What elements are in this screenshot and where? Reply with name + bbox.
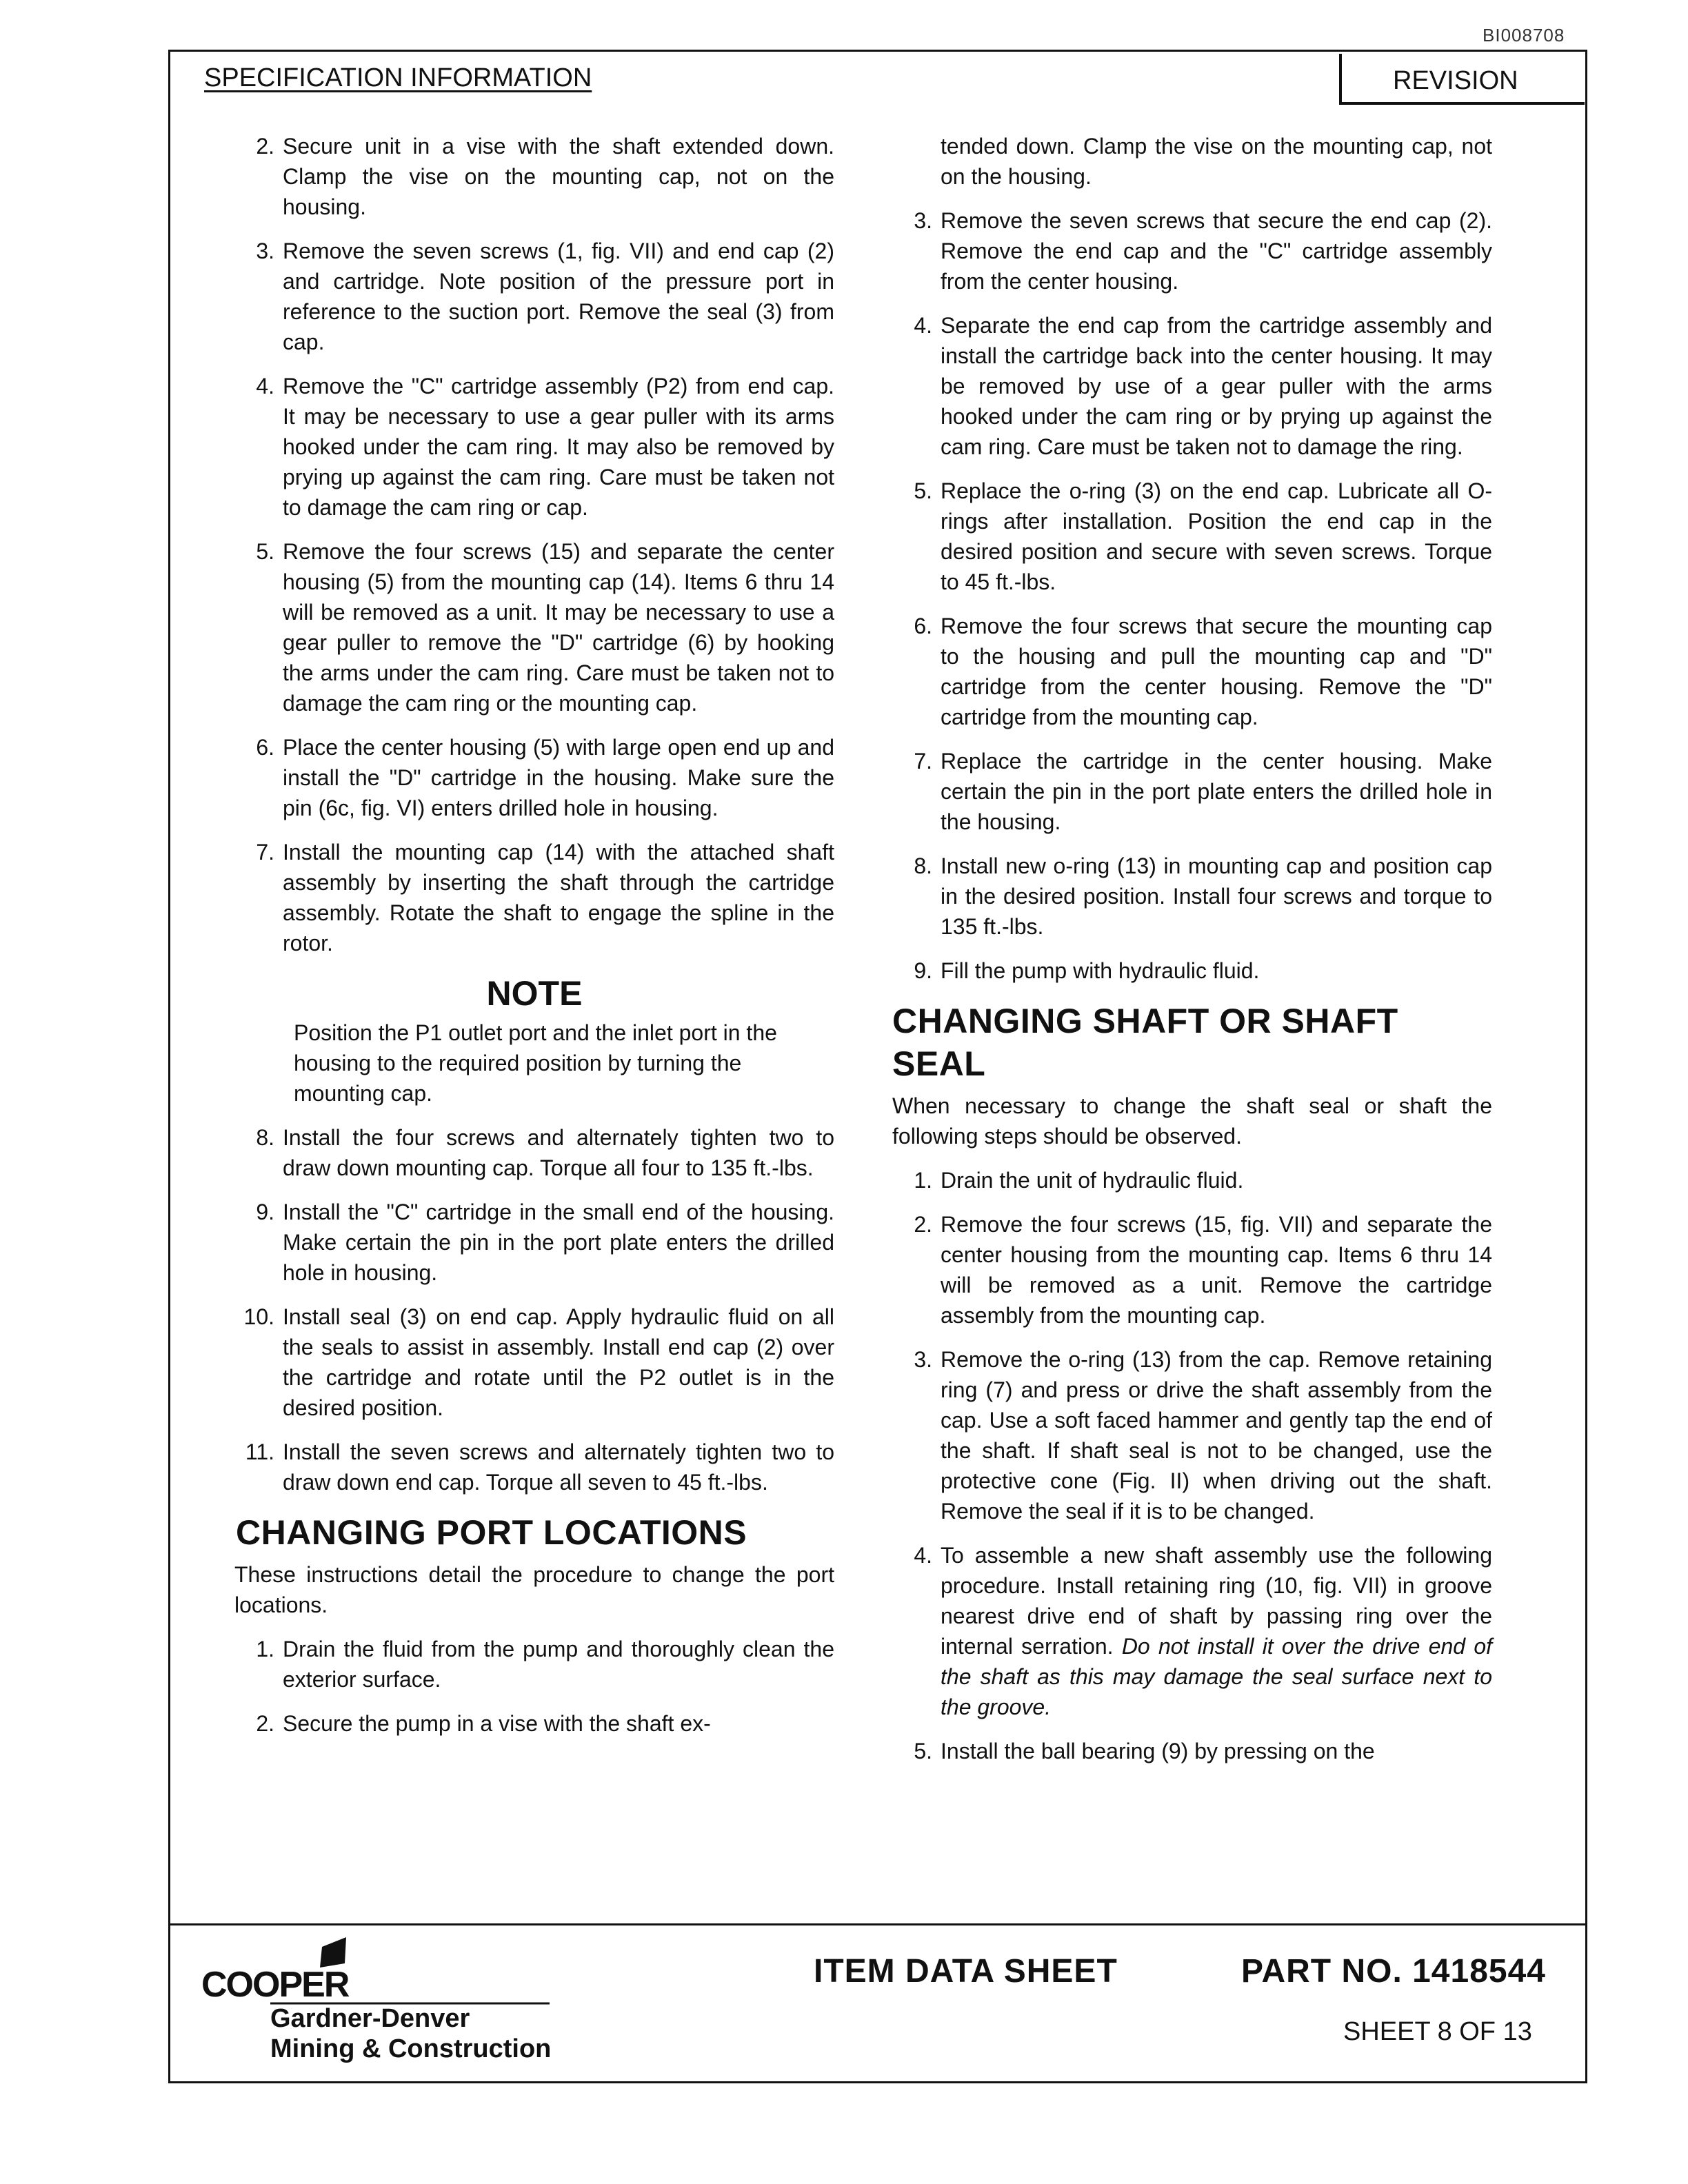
company-name	[270, 2003, 551, 2064]
step-text: Install the ball bearing (9) by pressing on the	[941, 1739, 1375, 1763]
step-text: Remove the seven screws that secure the end cap (2). Remove the end cap and the "C" cartridge assembly from the center housing.	[941, 208, 1492, 294]
step-text: Replace the cartridge in the center housing. Make certain the pin in the port plate enters the drilled hole in the housing.	[941, 749, 1492, 834]
step-text: To assemble a new shaft assembly use the following procedure. Install retaining ring (10, fig. VII) in groove nearest drive end of shaft by passing ring over the internal serration.	[941, 1543, 1492, 1659]
list-item	[234, 732, 834, 823]
list-item	[234, 1197, 834, 1288]
step-number: 7.	[256, 840, 274, 865]
step-number: 6.	[914, 614, 932, 638]
step-text: Install the mounting cap (14) with the attached shaft assembly by inserting the shaft through the cartridge assembly. Rotate the shaft to engage the spline in the rotor.	[283, 840, 834, 956]
list-item	[892, 1344, 1492, 1526]
shaft-section-steps	[892, 1165, 1492, 1766]
step-number: 5.	[914, 478, 932, 503]
left-steps-a	[234, 131, 834, 958]
step-number: 10.	[243, 1304, 274, 1329]
list-item	[892, 611, 1492, 732]
step-text: Drain the fluid from the pump and thoroughly clean the exterior surface.	[283, 1637, 834, 1692]
step-number: 3.	[914, 1347, 932, 1372]
step-number: 11.	[245, 1439, 274, 1464]
step-text: Separate the end cap from the cartridge assembly and install the cartridge back into the center housing. It may be removed by use of a gear puller with the arms hooked under the cam ring or by prying up against the cam ring. Care must be taken not to damage the ring.	[941, 313, 1492, 459]
list-item	[234, 131, 834, 222]
step-text: Install seal (3) on end cap. Apply hydraulic fluid on all the seals to assist in assembly. Install end cap (2) over the cartridge and rotate until the P2 outlet is in the desired position.	[283, 1304, 834, 1420]
list-item	[892, 310, 1492, 462]
right-column	[892, 131, 1492, 1780]
step-number: 8.	[256, 1125, 274, 1150]
step-emphasis: Do not install it over the drive end of the shaft as this may damage the seal surface next to the groove.	[941, 1634, 1493, 1719]
list-item	[892, 1209, 1492, 1331]
list-item	[234, 1634, 834, 1695]
port-section-intro: These instructions detail the procedure to change the port locations.	[234, 1562, 834, 1617]
port-section-steps	[234, 1634, 834, 1739]
list-item	[234, 536, 834, 718]
step-text: Remove the four screws (15) and separate the center housing (5) from the mounting cap (14). Items 6 thru 14 will be removed as a unit. It may be necessary to use a gear puller to remove the "D" cartridge (6) by hooking the arms under the cam ring. Care must be taken not to damage the cam ring or the mounting cap.	[283, 539, 834, 716]
document-id: BI008708	[1483, 25, 1565, 46]
list-item	[234, 1122, 834, 1183]
step-number: 3.	[256, 239, 274, 263]
list-item	[892, 1165, 1492, 1195]
note-heading: NOTE	[486, 974, 583, 1013]
list-item	[892, 1736, 1492, 1766]
step-number: 1.	[914, 1168, 932, 1193]
sheet-number: SHEET 8 OF 13	[1343, 2017, 1532, 2046]
company-line-1: Gardner-Denver	[270, 2004, 470, 2033]
step-text: Place the center housing (5) with large open end up and install the "D" cartridge in the housing. Make sure the pin (6c, fig. VI) enters drilled hole in housing.	[283, 735, 834, 820]
list-item	[892, 1540, 1492, 1722]
step-number: 4.	[256, 374, 274, 398]
step-text: Secure unit in a vise with the shaft extended down. Clamp the vise on the mounting cap, not on the housing.	[283, 134, 834, 219]
part-number: PART NO. 1418544	[1241, 1953, 1546, 1990]
step-text: Remove the four screws (15, fig. VII) and separate the center housing from the mounting cap. Items 6 thru 14 will be removed as a unit. Remove the cartridge assembly from the mounting cap.	[941, 1212, 1492, 1328]
spec-info-label: SPECIFICATION INFORMATION	[204, 63, 592, 92]
step-text: Remove the seven screws (1, fig. VII) and end cap (2) and cartridge. Note position of the pressure port in reference to the suction port. Remove the seal (3) from cap.	[283, 239, 834, 354]
step-number: 2.	[914, 1212, 932, 1237]
step-number: 6.	[256, 735, 274, 760]
step-text: Remove the o-ring (13) from the cap. Remove retaining ring (7) and press or drive the shaft assembly from the cap. Use a soft faced hammer and gently tap the end of the shaft. If shaft seal is not to be changed, use the protective cone (Fig. II) when driving out the shaft. Remove the seal if it is to be changed.	[941, 1347, 1492, 1524]
item-data-sheet-title: ITEM DATA SHEET	[814, 1953, 1118, 1990]
list-item	[892, 746, 1492, 837]
step-number: 1.	[256, 1637, 274, 1661]
step-number: 9.	[914, 958, 932, 983]
step-number: 2.	[256, 1711, 274, 1736]
list-item	[234, 1437, 834, 1497]
step-text: Install the four screws and alternately tighten two to draw down mounting cap. Torque all four to 135 ft.-lbs.	[283, 1125, 834, 1180]
list-item	[234, 371, 834, 523]
step-text: Secure the pump in a vise with the shaft ex-	[283, 1711, 711, 1736]
cooper-logo-text: COOPER	[201, 1965, 349, 2005]
note-body: Position the P1 outlet port and the inlet port in the housing to the required position by turning the mounting cap.	[294, 1020, 777, 1106]
step-number: 8.	[914, 853, 932, 878]
step-number: 9.	[256, 1200, 274, 1224]
revision-label: REVISION	[1393, 66, 1518, 95]
port-section-heading: CHANGING PORT LOCATIONS	[236, 1513, 747, 1552]
shaft-section-heading: CHANGING SHAFT OR SHAFT SEAL	[892, 1002, 1398, 1083]
list-item	[234, 236, 834, 357]
company-line-2: Mining & Construction	[270, 2034, 552, 2063]
list-item	[892, 851, 1492, 942]
step-number: 3.	[914, 208, 932, 233]
step-text: Install new o-ring (13) in mounting cap and position cap in the desired position. Install four screws and torque to 135 ft.-lbs.	[941, 853, 1492, 939]
step-number: 7.	[914, 749, 932, 774]
right-steps	[892, 205, 1492, 986]
step-text: Fill the pump with hydraulic fluid.	[941, 958, 1260, 983]
list-item	[892, 956, 1492, 986]
list-item	[892, 205, 1492, 296]
step-text: Drain the unit of hydraulic fluid.	[941, 1168, 1244, 1193]
list-item	[234, 1708, 834, 1739]
list-item	[892, 476, 1492, 597]
step-continuation: tended down. Clamp the vise on the mounting cap, not on the housing.	[941, 134, 1492, 189]
step-text: Install the seven screws and alternately tighten two to draw down end cap. Torque all seven to 45 ft.-lbs.	[283, 1439, 834, 1495]
step-number: 5.	[256, 539, 274, 564]
list-item	[234, 1302, 834, 1423]
step-text: Remove the "C" cartridge assembly (P2) from end cap. It may be necessary to use a gear puller with its arms hooked under the cam ring. It may also be removed by prying up against the cam ring. Care must be taken not to damage the cam ring or cap.	[283, 374, 834, 520]
left-steps-b	[234, 1122, 834, 1497]
list-item	[234, 837, 834, 958]
step-number: 5.	[914, 1739, 932, 1763]
step-text: Install the "C" cartridge in the small end of the housing. Make certain the pin in the port plate enters the drilled hole in housing.	[283, 1200, 834, 1285]
shaft-section-intro: When necessary to change the shaft seal or shaft the following steps should be observed.	[892, 1093, 1492, 1149]
step-number: 4.	[914, 313, 932, 338]
step-number: 2.	[256, 134, 274, 159]
left-column	[234, 131, 834, 1752]
step-number: 4.	[914, 1543, 932, 1568]
step-text: Replace the o-ring (3) on the end cap. Lubricate all O-rings after installation. Position the end cap in the desired position and secure with seven screws. Torque to 45 ft.-lbs.	[941, 478, 1492, 594]
step-text: Remove the four screws that secure the mounting cap to the housing and pull the mounting cap and "D" cartridge from the center housing. Remove the "D" cartridge from the mounting cap.	[941, 614, 1492, 729]
